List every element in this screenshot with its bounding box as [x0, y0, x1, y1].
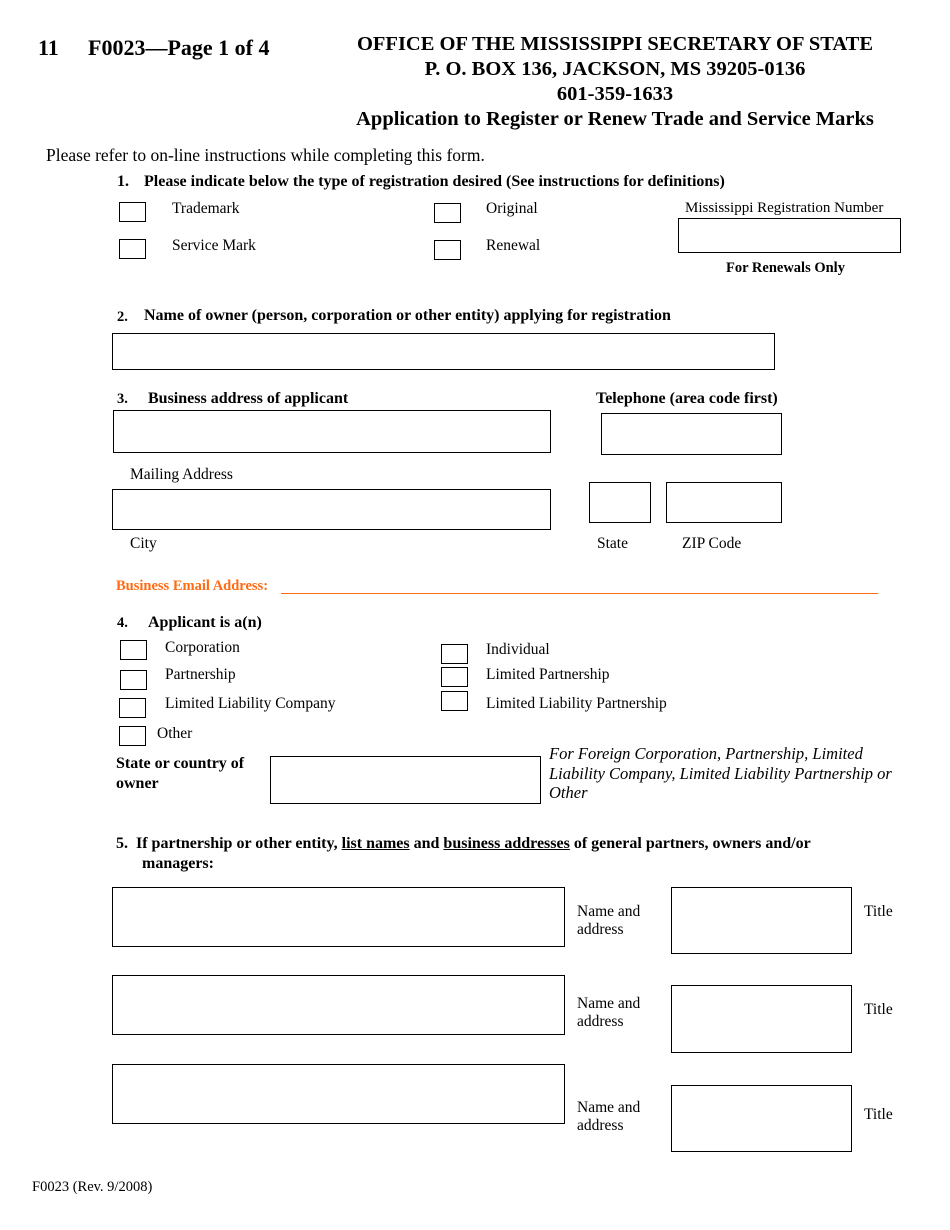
telephone-label: Telephone (area code first) [596, 390, 778, 407]
partner-3-name-label-line2: address [577, 1117, 624, 1134]
original-label: Original [486, 200, 538, 217]
llc-label: Limited Liability Company [165, 695, 336, 712]
partner-1-name-label-line2: address [577, 921, 624, 938]
partner-1-name-label-line1: Name and [577, 903, 641, 920]
renewal-label: Renewal [486, 237, 541, 254]
llp-checkbox[interactable] [441, 691, 468, 711]
section-2-heading: Name of owner (person, corporation or other entity) applying for registration [144, 307, 671, 324]
individual-label: Individual [486, 641, 550, 658]
state-country-label-line2: owner [116, 775, 159, 792]
partner-2-name-label-line1: Name and [577, 995, 641, 1012]
llp-label: Limited Liability Partnership [486, 695, 667, 712]
section-5-number: 5. [116, 835, 128, 852]
other-checkbox[interactable] [119, 726, 146, 746]
business-address-input[interactable] [113, 410, 551, 453]
section-5-heading [116, 835, 811, 853]
mailing-address-input[interactable] [112, 489, 551, 530]
partner-3-name-address-input[interactable] [112, 1064, 565, 1124]
section-4-number: 4. [117, 615, 128, 631]
state-input[interactable] [589, 482, 651, 523]
section-5-tail: of general partners, owners and/or [573, 835, 811, 852]
individual-checkbox[interactable] [441, 644, 468, 664]
partner-3-title-label: Title [864, 1106, 893, 1123]
zip-code-input[interactable] [666, 482, 782, 523]
state-country-input[interactable] [270, 756, 541, 804]
section-3-number: 3. [117, 391, 128, 407]
corporation-label: Corporation [165, 639, 240, 656]
registration-number-label: Mississippi Registration Number [685, 200, 884, 216]
corporation-checkbox[interactable] [120, 640, 147, 660]
office-phone: 601-359-1633 [556, 83, 674, 105]
partner-3-name-label-line1: Name and [577, 1099, 641, 1116]
trademark-checkbox[interactable] [119, 202, 146, 222]
section-1-heading: Please indicate below the type of registration desired (See instructions for definitions) [144, 173, 725, 190]
registration-number-input[interactable] [678, 218, 901, 253]
foreign-note-line2: Liability Company, Limited Liability Partnership or [549, 764, 892, 783]
office-name: OFFICE OF THE MISSISSIPPI SECRETARY OF STATE [356, 33, 874, 55]
other-label: Other [157, 725, 193, 742]
foreign-note-line3: Other [549, 783, 588, 802]
renewal-checkbox[interactable] [434, 240, 461, 260]
section-5-line2: managers: [142, 855, 214, 872]
partner-2-name-label-line2: address [577, 1013, 624, 1030]
form-number: 11 [38, 35, 59, 60]
city-label: City [130, 535, 157, 552]
telephone-input[interactable] [601, 413, 782, 455]
limited-partnership-label: Limited Partnership [486, 666, 610, 683]
original-checkbox[interactable] [434, 203, 461, 223]
section-2-number: 2. [117, 309, 128, 325]
partnership-checkbox[interactable] [120, 670, 147, 690]
partner-3-title-input[interactable] [671, 1085, 852, 1152]
section-5-and: and [413, 835, 440, 852]
service-mark-checkbox[interactable] [119, 239, 146, 259]
renewals-only-note: For Renewals Only [726, 260, 845, 276]
business-email-line[interactable] [281, 593, 878, 594]
partner-2-name-address-input[interactable] [112, 975, 565, 1035]
llc-checkbox[interactable] [119, 698, 146, 718]
business-addresses-text: business addresses [443, 835, 570, 852]
form-title: Application to Register or Renew Trade and Service Marks [356, 108, 874, 130]
section-3-heading: Business address of applicant [148, 390, 349, 407]
service-mark-label: Service Mark [172, 237, 256, 254]
owner-name-input[interactable] [112, 333, 775, 370]
trademark-label: Trademark [172, 200, 240, 217]
state-country-label-line1: State or country of [116, 755, 245, 772]
partner-1-title-input[interactable] [671, 887, 852, 954]
state-label: State [597, 535, 628, 552]
partner-1-name-address-input[interactable] [112, 887, 565, 947]
mailing-address-label: Mailing Address [130, 466, 233, 483]
office-address: P. O. BOX 136, JACKSON, MS 39205-0136 [424, 58, 806, 80]
list-names-text: list names [341, 835, 410, 852]
section-4-heading: Applicant is a(n) [148, 614, 262, 631]
section-5-lead: If partnership or other entity, [136, 835, 338, 852]
partner-1-title-label: Title [864, 903, 893, 920]
partnership-label: Partnership [165, 666, 236, 683]
business-email-label: Business Email Address: [116, 578, 269, 594]
section-1-number: 1. [117, 173, 129, 190]
foreign-note-line1: For Foreign Corporation, Partnership, Limited [549, 744, 863, 763]
zip-code-label: ZIP Code [682, 535, 742, 552]
intro-text: Please refer to on-line instructions while completing this form. [46, 145, 485, 165]
page-indicator: F0023—Page 1 of 4 [88, 35, 270, 60]
partner-2-title-input[interactable] [671, 985, 852, 1053]
limited-partnership-checkbox[interactable] [441, 667, 468, 687]
partner-2-title-label: Title [864, 1001, 893, 1018]
form-revision: F0023 (Rev. 9/2008) [32, 1179, 153, 1195]
